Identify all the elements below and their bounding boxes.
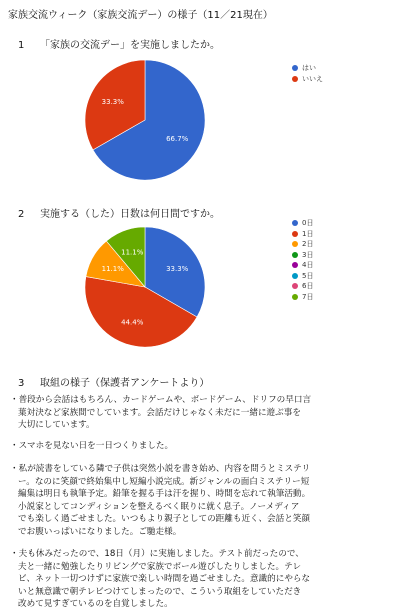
legend-swatch: [292, 220, 298, 226]
comment-line: 大切にしています。: [18, 420, 95, 431]
comment-line: ビ、ネット一切つけずに家族で楽しい時間を過ごせました。意識的にやらな: [18, 574, 311, 585]
legend-label: 0日: [302, 219, 314, 228]
comment-block: [10, 463, 398, 539]
comment-block: [10, 440, 398, 453]
legend-label: 3日: [302, 250, 314, 259]
slice-value-label: 44.4%: [121, 318, 144, 327]
question-1-heading: [18, 36, 220, 51]
comment-line: でお腹いっぱいになりました。ご馳走様。: [18, 526, 182, 537]
legend-item: [292, 239, 313, 250]
slice-value-label: 33.3%: [101, 97, 124, 106]
comment-line: 改めて見すぎているのを自覚しました。: [18, 599, 173, 610]
comment-line: ・夫も休みだったので、18日（月）に実施しました。テスト前だったので、: [10, 549, 304, 559]
comment-line: 小説家としてコンディションを整えるべく眠りに就く息子。ノーメディア: [18, 501, 300, 512]
comment-line: 編集は明日も執筆予定。鉛筆を握る手は汗を握り、時間を忘れて執筆活動。: [18, 489, 311, 500]
legend-label: 5日: [302, 271, 314, 280]
legend-item: [292, 292, 313, 303]
legend-item: [292, 271, 313, 282]
comment-line: 葉対決など家族間でしています。会話だけじゃなく未だに一緒に遊ぶ事を: [18, 407, 301, 418]
legend-label: 4日: [302, 261, 314, 270]
comment-line: ・普段から会話はもちろん、カードゲームや、ボードゲーム、ドリフの早口言: [10, 395, 312, 405]
slice-value-label: 11.1%: [101, 264, 124, 273]
comment-line: 夫と一緒に勉強したりリビングで家族でボール遊びしたりしました。テレ: [18, 561, 302, 572]
question-3-heading: [18, 374, 209, 389]
legend-label: 7日: [302, 292, 314, 301]
legend-item: [292, 74, 323, 85]
legend-swatch: [292, 241, 298, 247]
legend-label: 2日: [302, 240, 314, 249]
comment-line: でも楽しく過ごせました。いつもより親子としての距離も近く、会話と笑顔: [18, 514, 311, 525]
pie-chart-q2: [80, 222, 210, 352]
legend-label: 1日: [302, 229, 314, 238]
question-text: 取組の様子（保護者アンケートより）: [40, 378, 210, 389]
legend-swatch: [292, 273, 298, 279]
legend-label: 6日: [302, 282, 314, 291]
pie-chart-q1: [80, 55, 210, 185]
legend-label: はい: [302, 64, 316, 73]
question-text: 「家族の交流デー」を実施しましたか。: [40, 40, 220, 51]
legend-swatch: [292, 231, 298, 237]
comment-line: ・スマホを見ない日を一日つくりました。: [10, 441, 174, 451]
legend-item: [292, 250, 313, 261]
legend-item: [292, 63, 323, 74]
comment-line: ー。なのに笑顔で終始集中し短編小説完成。新ジャンルの面白ミステリー短: [18, 476, 310, 487]
legend-swatch: [292, 262, 298, 268]
legend-swatch: [292, 76, 298, 82]
legend-swatch: [292, 65, 298, 71]
comment-block: [10, 548, 398, 611]
legend-q1: [292, 63, 323, 84]
question-text: 実施する（した）日数は何日間ですか。: [40, 209, 220, 220]
comment-line: いと無意識で朝テレビつけてしまったので、こういう取組をしていただき: [18, 586, 302, 597]
question-number: 2: [18, 209, 25, 220]
legend-item: [292, 218, 313, 229]
question-number: 3: [18, 378, 25, 389]
comment-block: [10, 394, 398, 432]
slice-value-label: 33.3%: [166, 264, 189, 273]
question-2-heading: [18, 205, 220, 220]
legend-q2: [292, 218, 313, 302]
slice-value-label: 66.7%: [166, 135, 189, 144]
slice-value-label: 11.1%: [121, 248, 144, 257]
comment-line: ・私が読書をしている隣で子供は突然小説を書き始め、内容を問うとミステリ: [10, 464, 311, 474]
legend-item: [292, 260, 313, 271]
legend-swatch: [292, 252, 298, 258]
legend-swatch: [292, 283, 298, 289]
legend-item: [292, 281, 313, 292]
legend-swatch: [292, 294, 298, 300]
legend-item: [292, 229, 313, 240]
legend-label: いいえ: [302, 74, 323, 83]
page-title: 家族交流ウィーク（家族交流デー）の様子（11／21現在）: [8, 10, 273, 21]
question-number: 1: [18, 40, 25, 51]
